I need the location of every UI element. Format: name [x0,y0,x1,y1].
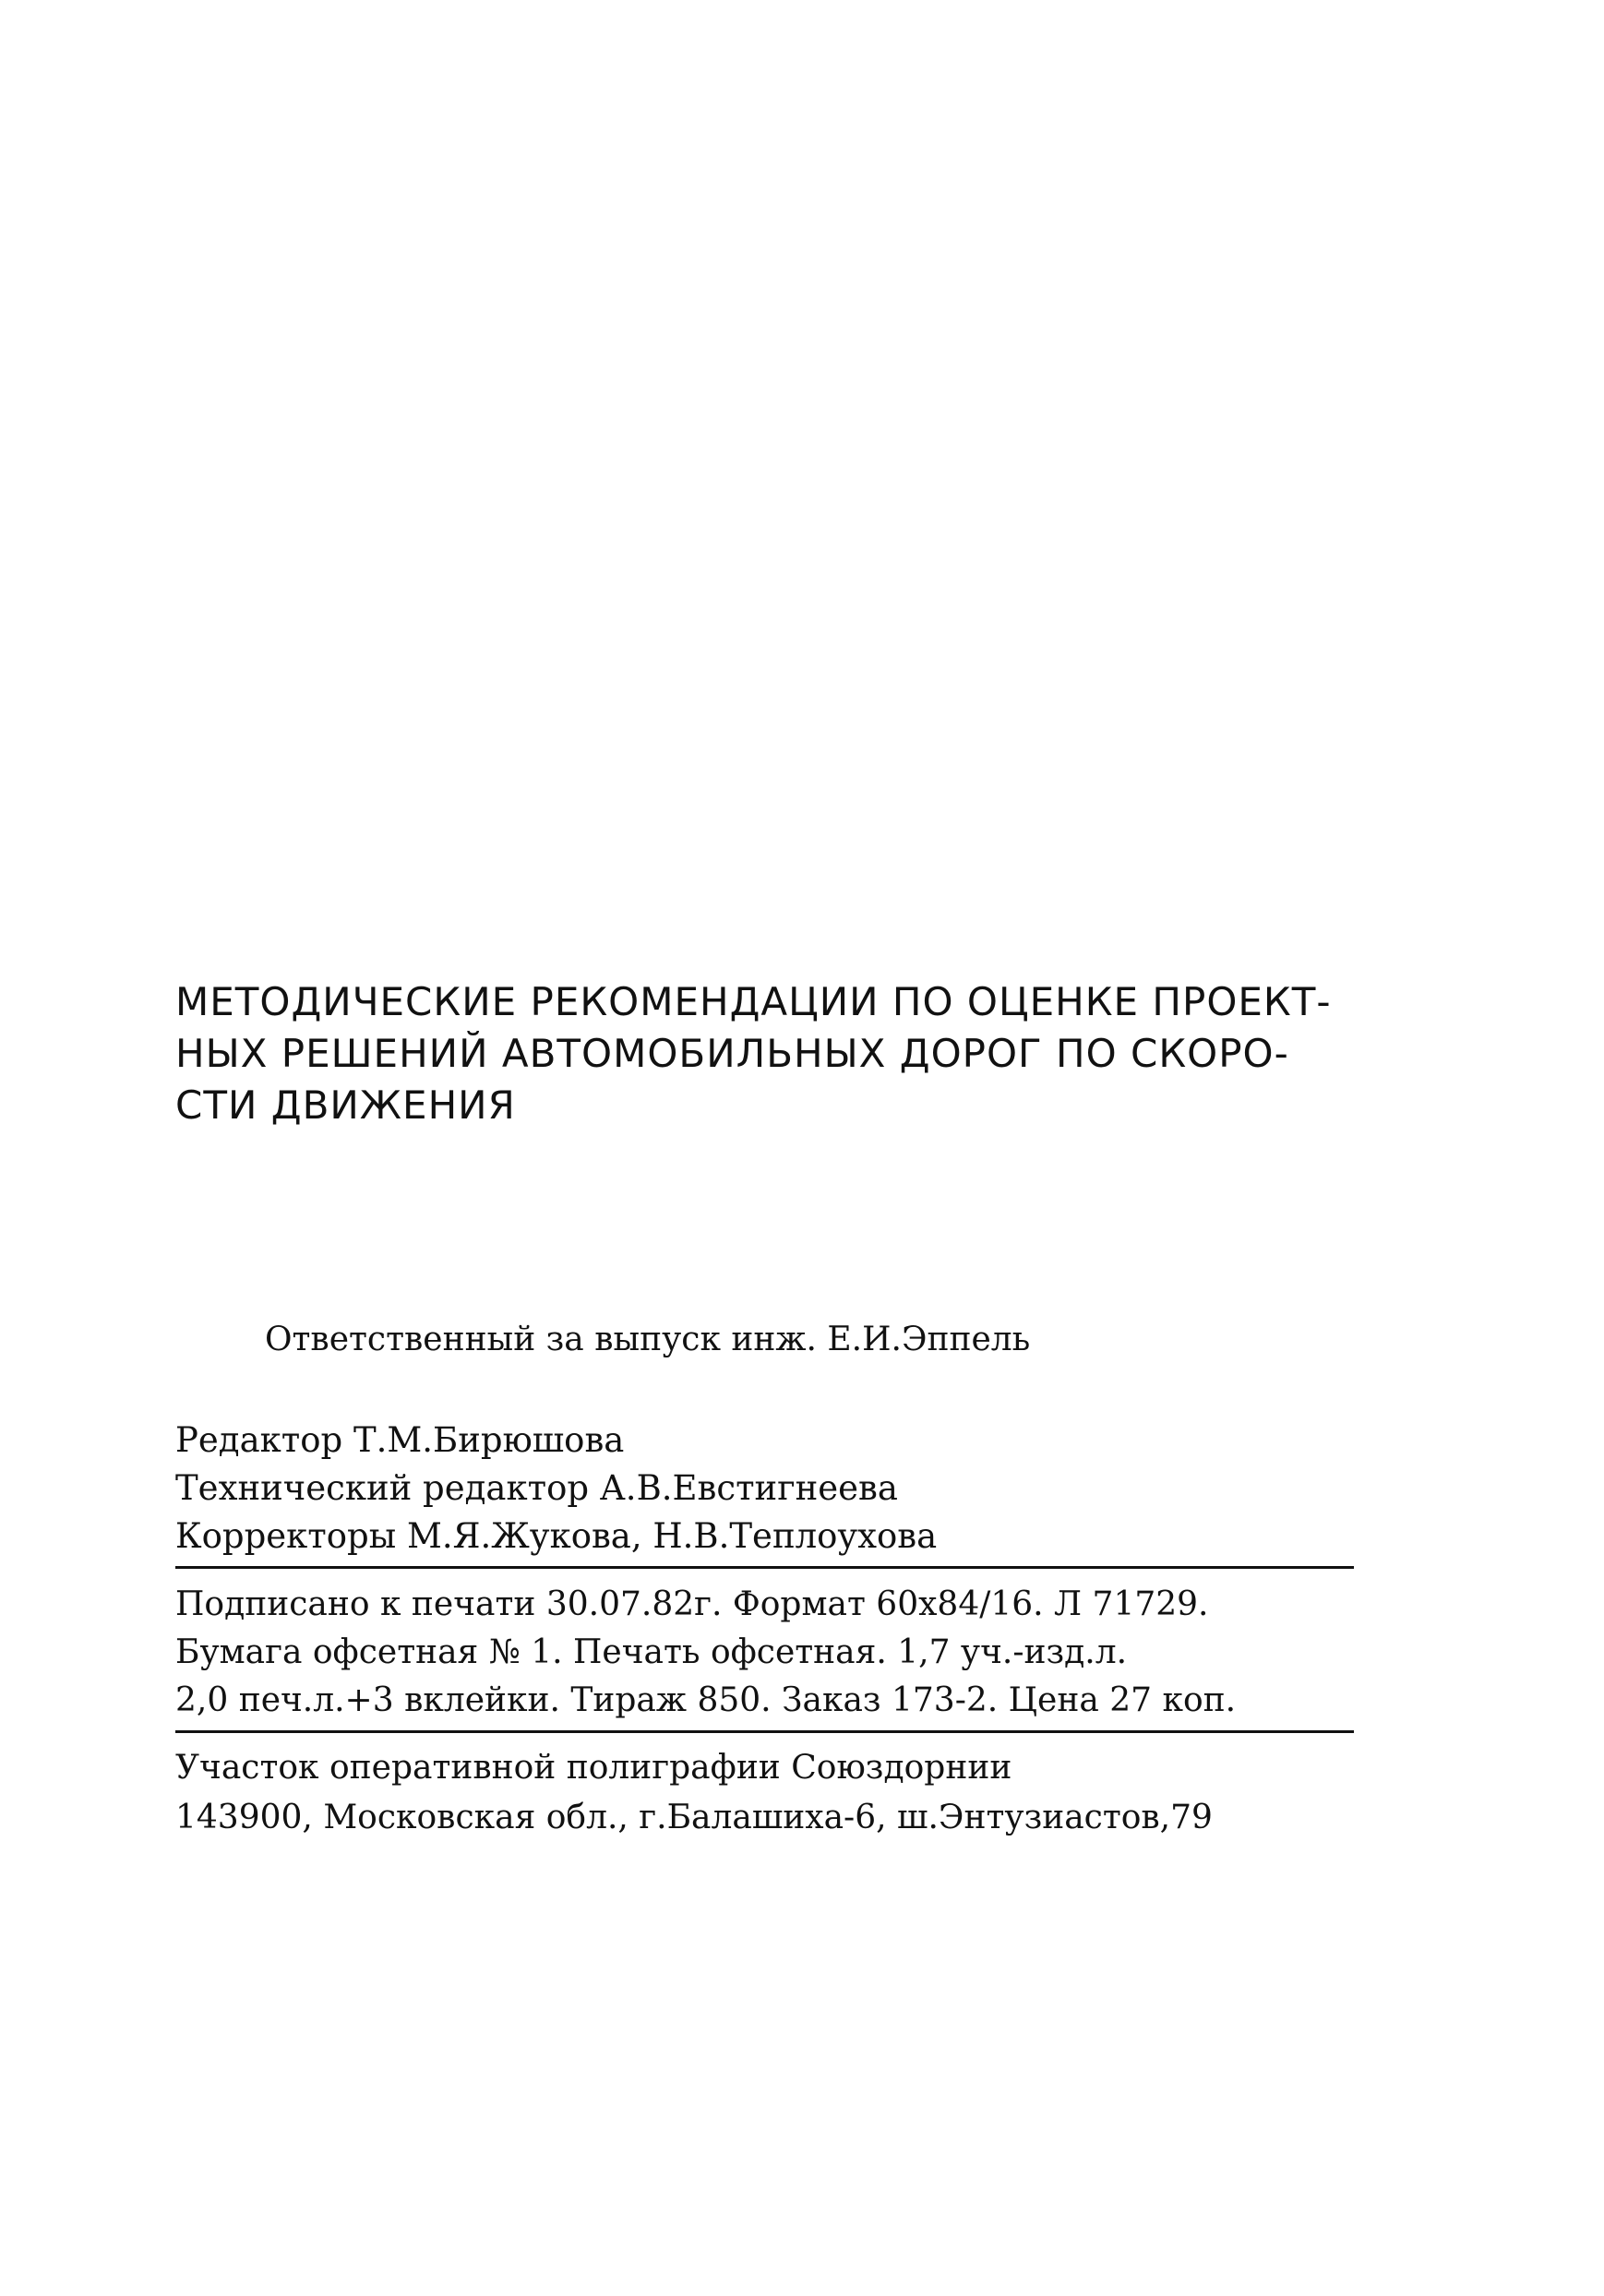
credit-editor: Редактор Т.М.Бирюшова [175,1420,625,1460]
imprint-line: Подписано к печати 30.07.82г. Формат 60x84/16. Л 71729. [175,1585,1209,1623]
imprint-line: Бумага офсетная № 1. Печать офсетная. 1,7 уч.-изд.л. [175,1633,1128,1671]
printer-address: 143900, Московская обл., г.Балашиха-6, ш.Энтузиастов,79 [175,1799,1213,1836]
title-line: НЫХ РЕШЕНИЙ АВТОМОБИЛЬНЫХ ДОРОГ ПО СКОРО- [175,1031,1289,1076]
credit-technical-editor: Технический редактор А.В.Евстигнеева [175,1468,898,1508]
editorial-credits [175,1417,937,1561]
print-imprint [175,1581,1236,1725]
credit-proofreaders: Корректоры М.Я.Жукова, Н.В.Теплоухова [175,1516,938,1556]
title-line: СТИ ДВИЖЕНИЯ [175,1082,516,1128]
printer-name: Участок оперативной полиграфии Союздорнии [175,1749,1012,1787]
printer-info [175,1743,1213,1843]
divider-bottom [175,1730,1354,1733]
document-title [175,976,1412,1131]
responsible-editor: Ответственный за выпуск инж. Е.И.Эппель [265,1321,1031,1358]
title-line: МЕТОДИЧЕСКИЕ РЕКОМЕНДАЦИИ ПО ОЦЕНКЕ ПРОЕКТ- [175,979,1332,1024]
divider-top [175,1566,1354,1569]
imprint-line: 2,0 печ.л.+3 вклейки. Тираж 850. Заказ 173-2. Цена 27 коп. [175,1681,1237,1719]
